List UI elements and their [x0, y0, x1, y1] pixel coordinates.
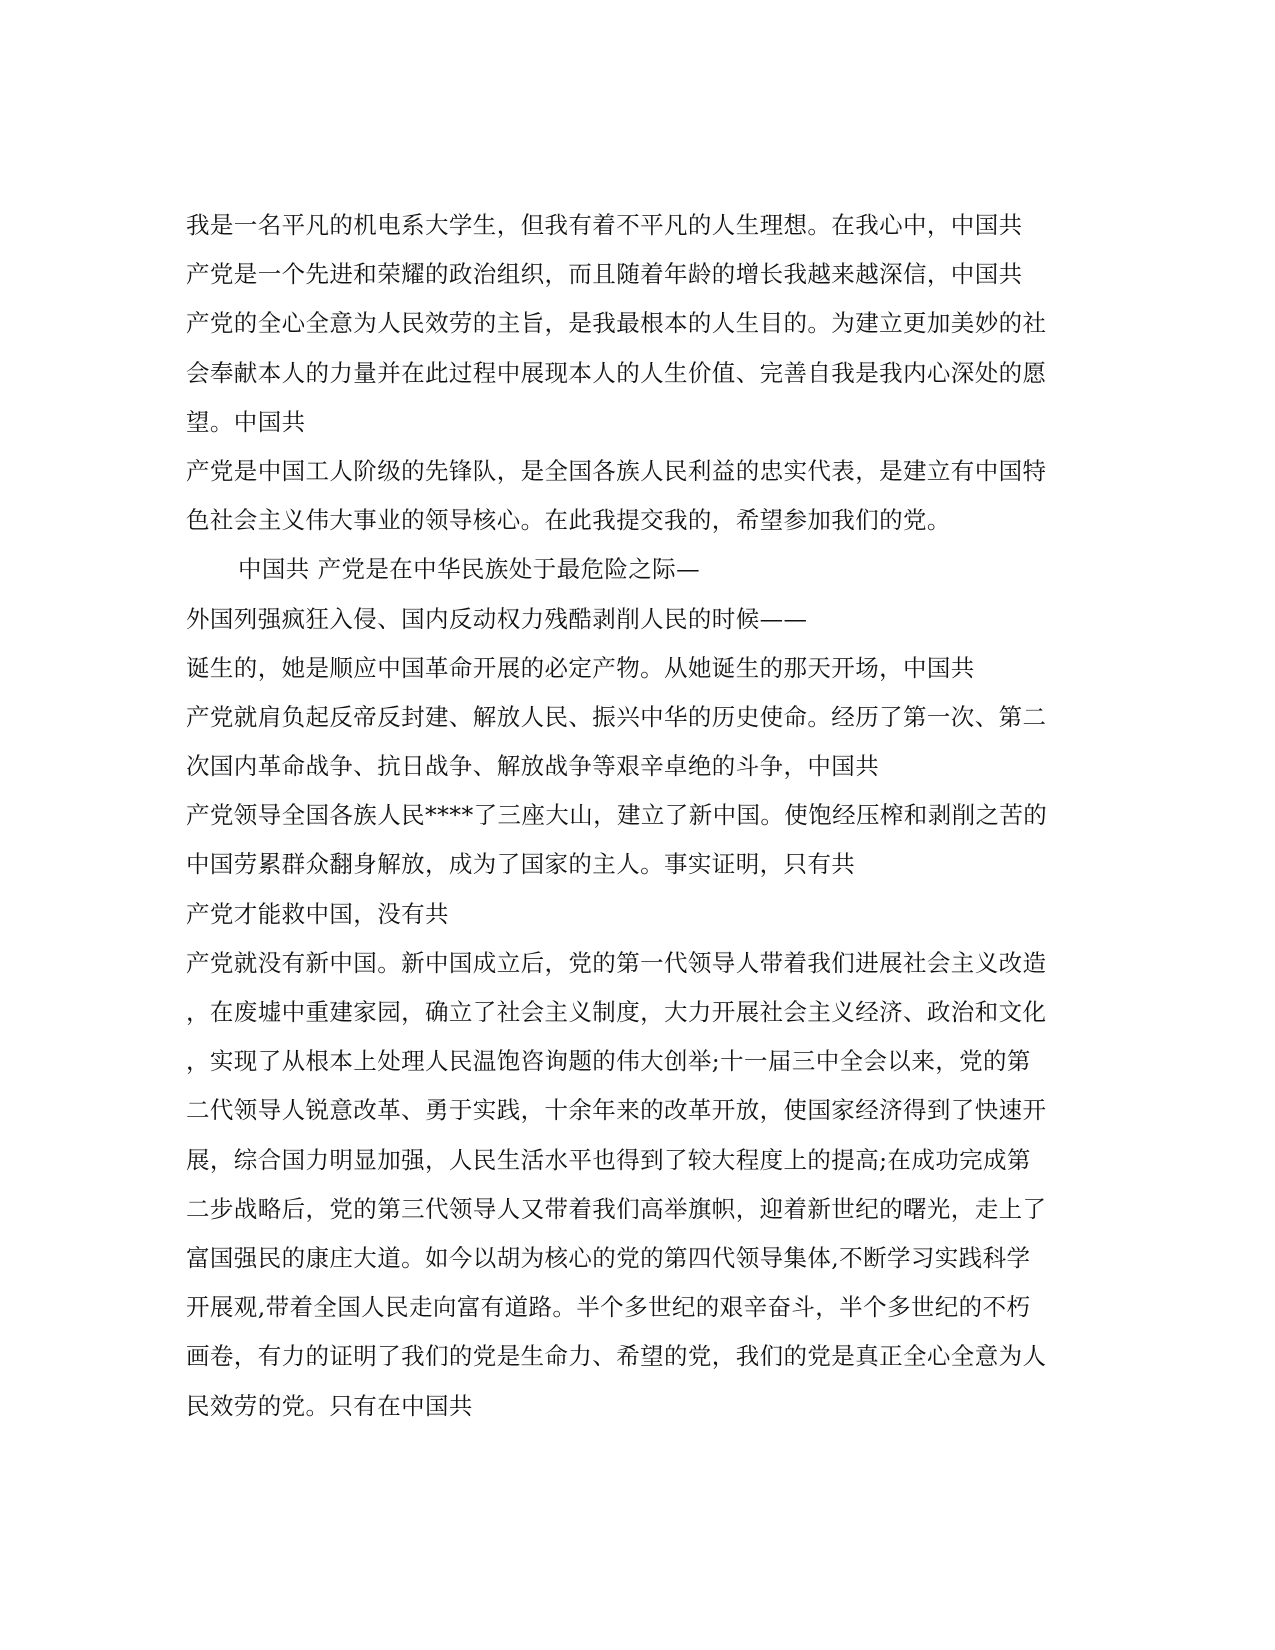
text-line: 我是一名平凡的机电系大学生，但我有着不平凡的人生理想。在我心中，中国共 [186, 211, 1023, 239]
text-line: 望。中国共 [186, 407, 306, 436]
text-line: 会奉献本人的力量并在此过程中展现本人的人生价值、完善自我是我内心深处的愿 [186, 358, 1047, 387]
text-line: 产党就肩负起反帝反封建、解放人民、振兴中华的历史使命。经历了第一次、第二 [186, 702, 1047, 731]
text-line: 二代领导人锐意改革、勇于实践，十余年来的改革开放，使国家经济得到了快速开 [186, 1096, 1047, 1125]
text-line: 产党的全心全意为人民效劳的主旨，是我最根本的人生目的。为建立更加美妙的社 [186, 309, 1047, 338]
text-line: 富国强民的康庄大道。如今以胡为核心的党的第四代领导集体,不断学习实践科学 [186, 1243, 1031, 1272]
text-line: 中国共 产党是在中华民族处于最危险之际— [238, 555, 700, 584]
text-line: 开展观,带着全国人民走向富有道路。半个多世纪的艰辛奋斗，半个多世纪的不朽 [186, 1293, 1031, 1322]
text-line: ，在废墟中重建家园，确立了社会主义制度，大力开展社会主义经济、政治和文化 [186, 998, 1047, 1026]
text-line: 次国内革命战争、抗日战争、解放战争等艰辛卓绝的斗争，中国共 [186, 752, 880, 781]
document-body [186, 201, 1106, 1431]
text-line: 诞生的，她是顺应中国革命开展的必定产物。从她诞生的那天开场，中国共 [186, 653, 975, 682]
text-line: 外国列强疯狂入侵、国内反动权力残酷剥削人民的时候—— [186, 604, 808, 633]
text-line: 民效劳的党。只有在中国共 [186, 1391, 473, 1420]
text-line: ，实现了从根本上处理人民温饱咨询题的伟大创举;十一届三中全会以来，党的第 [186, 1047, 1031, 1076]
text-line: 产党就没有新中国。新中国成立后，党的第一代领导人带着我们进展社会主义改造 [186, 948, 1047, 977]
text-line: 中国劳累群众翻身解放，成为了国家的主人。事实证明，只有共 [186, 850, 856, 879]
text-line: 产党才能救中国，没有共 [186, 899, 449, 928]
text-line: 色社会主义伟大事业的领导核心。在此我提交我的，希望参加我们的党。 [186, 506, 951, 535]
text-line: 画卷，有力的证明了我们的党是生命力、希望的党，我们的党是真正全心全意为人 [186, 1342, 1047, 1371]
text-line: 产党是一个先进和荣耀的政治组织，而且随着年龄的增长我越来越深信，中国共 [186, 260, 1023, 289]
text-line: 产党是中国工人阶级的先锋队，是全国各族人民利益的忠实代表，是建立有中国特 [186, 456, 1047, 485]
text-line: 展，综合国力明显加强，人民生活水平也得到了较大程度上的提高;在成功完成第 [186, 1145, 1031, 1174]
text-line: 二步战略后，党的第三代领导人又带着我们高举旗帜，迎着新世纪的曙光，走上了 [186, 1194, 1047, 1223]
text-line: 产党领导全国各族人民****了三座大山，建立了新中国。使饱经压榨和剥削之苦的 [186, 801, 1048, 830]
